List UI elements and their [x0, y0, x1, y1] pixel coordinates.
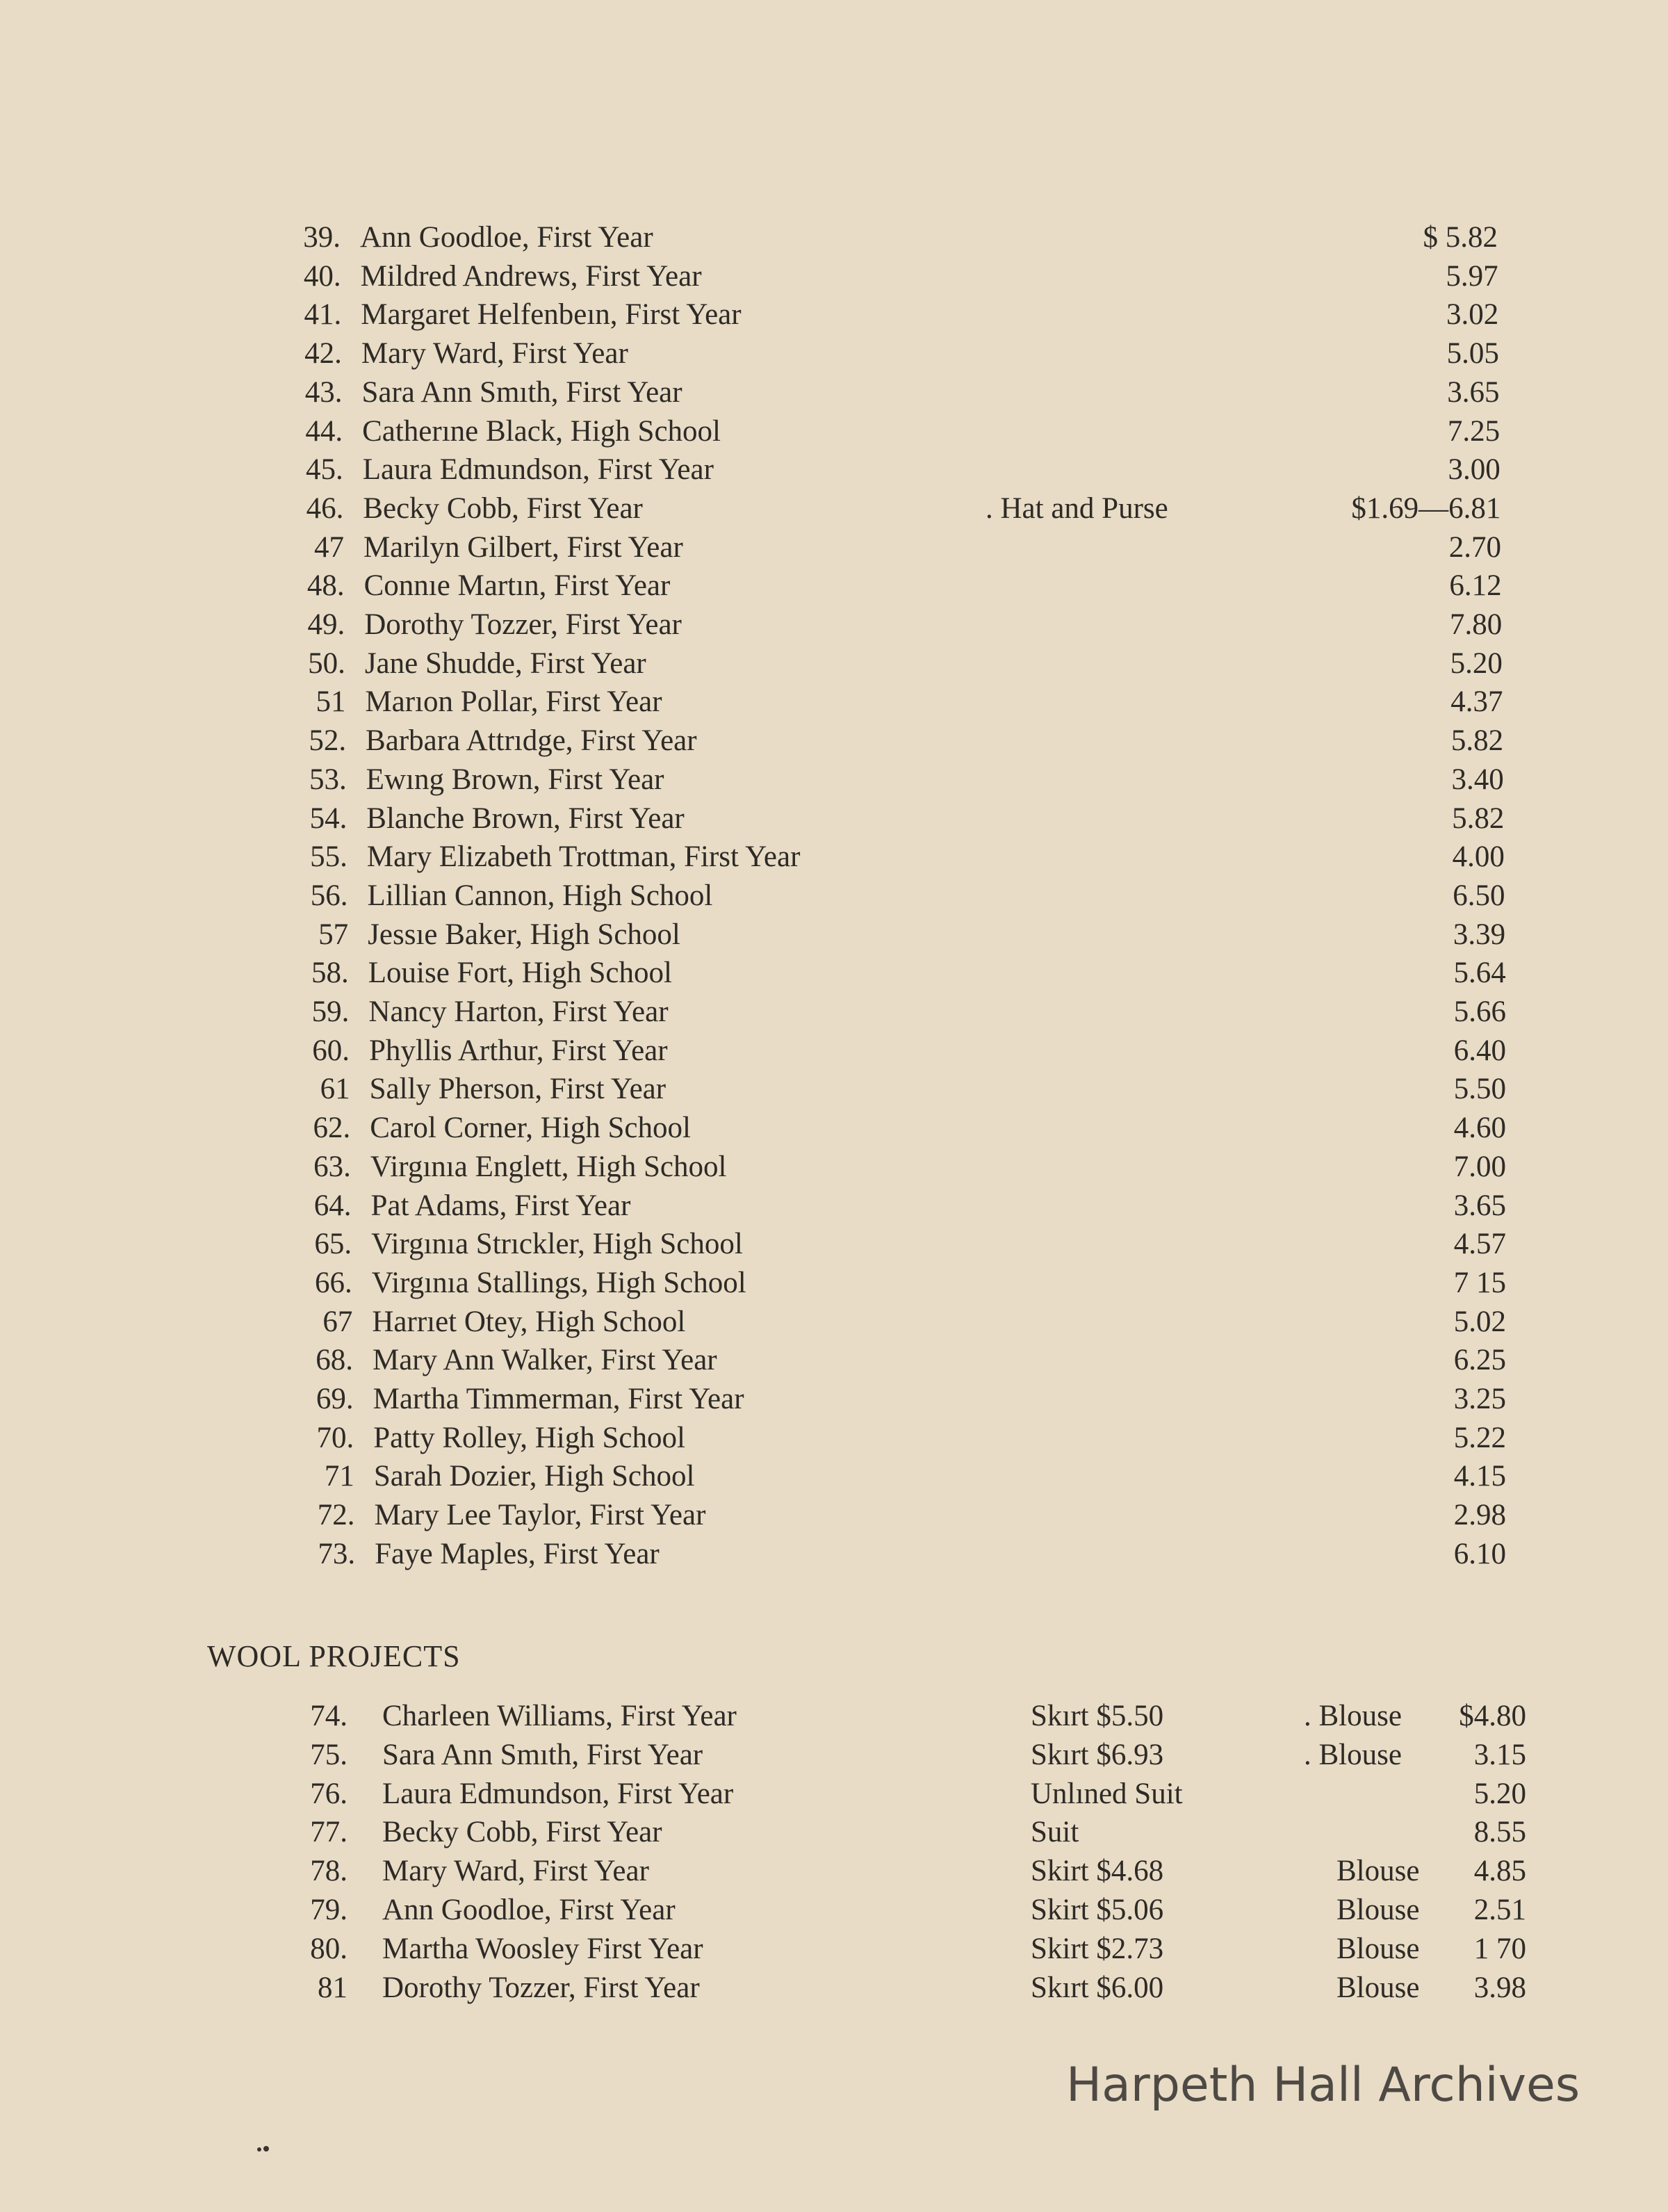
wool-item: Skırt $5.50: [1031, 1700, 1164, 1732]
archive-watermark: Harpeth Hall Archives: [1066, 2058, 1580, 2113]
wool-amount: 3.98: [1473, 1971, 1526, 2004]
wool-name: Charleen Williams, First Year: [382, 1700, 737, 1732]
entry-amount: 5.22: [1453, 1421, 1506, 1454]
entry-amount: 3.40: [1451, 763, 1504, 796]
entry-amount: 5.02: [1453, 1305, 1506, 1338]
entry-name: Becky Cobb, First Year: [363, 491, 643, 525]
entry-row: [0, 722, 1668, 761]
entry-number: 58.: [311, 957, 349, 990]
entry-number: 57: [318, 918, 349, 951]
entry-amount: 6.12: [1449, 569, 1502, 603]
wool-amount: 1 70: [1473, 1932, 1526, 1965]
entry-amount: 3.39: [1453, 918, 1506, 951]
entry-amount: 5.05: [1446, 337, 1499, 371]
entry-number: 50.: [308, 646, 345, 680]
entry-row: [0, 799, 1668, 838]
entry-amount: 5.20: [1450, 646, 1503, 680]
entry-row: [0, 1264, 1668, 1303]
entry-number: 68.: [316, 1344, 353, 1377]
entry-row: [0, 1341, 1668, 1380]
wool-number: 78.: [310, 1855, 348, 1888]
wool-number: 76.: [310, 1777, 348, 1810]
wool-number: 80.: [310, 1932, 348, 1965]
entry-row: [0, 838, 1668, 877]
entry-name: Sally Pherson, First Year: [369, 1073, 667, 1106]
entry-number: 60.: [312, 1034, 350, 1067]
entry-amount: 5.50: [1453, 1073, 1506, 1106]
entry-amount: 5.64: [1453, 957, 1506, 990]
entry-amount: $1.69—6.81: [1351, 491, 1501, 525]
entry-amount: 5.82: [1452, 802, 1505, 835]
entry-number: 41.: [304, 298, 342, 332]
wool-item: Unlıned Suit: [1031, 1777, 1183, 1810]
entry-amount: 4.37: [1450, 685, 1503, 719]
entry-row: [0, 1070, 1668, 1109]
wool-item: Skırt $6.93: [1031, 1738, 1164, 1771]
entry-number: 63.: [313, 1150, 351, 1183]
entry-row: [0, 877, 1668, 916]
entry-number: 70.: [316, 1421, 354, 1454]
entry-row: [0, 489, 1668, 528]
entry-number: 56.: [310, 879, 348, 912]
wool-amount: 2.51: [1473, 1894, 1526, 1926]
entry-amount: 6.10: [1453, 1537, 1506, 1570]
entry-number: 71: [324, 1460, 354, 1493]
entry-row: [0, 450, 1668, 489]
entry-amount: 4.60: [1453, 1112, 1506, 1145]
wool-amount: 5.20: [1473, 1777, 1526, 1810]
wool-label: Blouse: [1336, 1894, 1420, 1926]
wool-row: [0, 1813, 1668, 1852]
entry-amount: 7.00: [1453, 1150, 1506, 1183]
entry-number: 73.: [318, 1537, 356, 1570]
entry-number: 45.: [305, 453, 343, 487]
entry-number: 52.: [309, 724, 347, 758]
entry-number: 69.: [316, 1383, 354, 1415]
wool-number: 74.: [310, 1700, 348, 1732]
entry-number: 43.: [304, 375, 343, 409]
wool-label: Blouse: [1336, 1971, 1420, 2004]
entry-name: Louise Fort, High School: [368, 957, 672, 990]
entry-name: Virgınıa Englett, High School: [370, 1150, 727, 1183]
entry-name: Sara Ann Smıth, First Year: [361, 375, 682, 409]
entry-amount: 6.50: [1453, 879, 1505, 912]
entry-name: Marıon Pollar, First Year: [365, 685, 662, 719]
entry-number: 39.: [303, 221, 341, 254]
entry-number: 47: [313, 530, 344, 564]
wool-row: [0, 1852, 1668, 1891]
entry-name: Nancy Harton, First Year: [368, 995, 669, 1028]
entry-row: [0, 1148, 1668, 1187]
wool-name: Mary Ward, First Year: [382, 1855, 649, 1888]
wool-row: [0, 1775, 1668, 1814]
wool-number: 75.: [310, 1738, 348, 1771]
entry-row: [0, 1496, 1668, 1535]
entry-number: 55.: [310, 840, 348, 874]
wool-amount: 3.15: [1473, 1738, 1526, 1771]
entry-number: 61: [320, 1073, 350, 1106]
entry-number: 49.: [307, 608, 345, 641]
wool-projects-heading: WOOL PROJECTS: [207, 1639, 461, 1673]
entry-note: . Hat and Purse: [986, 491, 1168, 525]
entry-number: 67: [322, 1305, 353, 1338]
entry-row: [0, 1380, 1668, 1419]
wool-name: Becky Cobb, First Year: [382, 1816, 662, 1849]
entry-row: [0, 1457, 1668, 1496]
entry-row: [0, 218, 1668, 257]
entry-number: 53.: [309, 763, 347, 796]
entry-name: Patty Rolley, High School: [373, 1421, 685, 1454]
wool-number: 79.: [310, 1894, 348, 1926]
entry-row: [0, 567, 1668, 605]
entry-number: 40.: [303, 259, 341, 293]
entry-amount: 3.65: [1447, 375, 1500, 409]
entry-name: Catherıne Black, High School: [362, 414, 721, 448]
entry-row: [0, 1109, 1668, 1148]
entry-row: [0, 1303, 1668, 1342]
wool-label: Blouse: [1336, 1855, 1420, 1888]
entry-number: 72.: [317, 1499, 355, 1532]
entry-name: Faye Maples, First Year: [375, 1537, 660, 1570]
entry-row: [0, 412, 1668, 451]
wool-item: Skirt $4.68: [1031, 1855, 1164, 1888]
wool-item: Suit: [1031, 1816, 1079, 1849]
entry-name: Blanche Brown, First Year: [366, 802, 685, 835]
entry-name: Marilyn Gilbert, First Year: [363, 530, 683, 564]
entry-amount: 4.00: [1452, 840, 1505, 874]
entry-name: Ann Goodloe, First Year: [360, 221, 653, 254]
entry-row: [0, 1535, 1668, 1574]
entry-name: Sarah Dozier, High School: [373, 1460, 695, 1493]
wool-row: [0, 1969, 1668, 2008]
entry-row: [0, 373, 1668, 412]
entry-name: Carol Corner, High School: [370, 1112, 691, 1145]
entry-row: [0, 334, 1668, 373]
entry-amount: 3.00: [1448, 453, 1501, 487]
entry-row: [0, 644, 1668, 683]
wool-number: 77.: [310, 1816, 348, 1849]
entry-amount: 2.70: [1448, 530, 1501, 564]
entry-name: Jessıe Baker, High School: [368, 918, 680, 951]
entry-row: [0, 683, 1668, 722]
entry-name: Barbara Attrıdge, First Year: [366, 724, 697, 758]
entry-amount: 4.15: [1453, 1460, 1506, 1493]
entry-number: 48.: [306, 569, 345, 603]
entry-row: [0, 761, 1668, 799]
entry-name: Margaret Helfenbeın, First Year: [361, 298, 742, 332]
entry-number: 42.: [304, 337, 342, 371]
entry-row: [0, 257, 1668, 296]
wool-item: Skirt $5.06: [1031, 1894, 1164, 1926]
entry-row: [0, 1419, 1668, 1458]
wool-row: [0, 1891, 1668, 1930]
entry-amount: 2.98: [1453, 1499, 1506, 1532]
entry-name: Phyllis Arthur, First Year: [369, 1034, 668, 1067]
ink-speck: [256, 2145, 272, 2154]
wool-amount: $4.80: [1459, 1700, 1526, 1732]
entry-name: Mary Ward, First Year: [361, 337, 628, 371]
entry-name: Connıe Martın, First Year: [363, 569, 671, 603]
entry-name: Mary Elizabeth Trottman, First Year: [366, 840, 801, 874]
entry-amount: 7.80: [1449, 608, 1503, 641]
wool-name: Martha Woosley First Year: [382, 1932, 703, 1965]
entry-number: 62.: [313, 1112, 351, 1145]
entry-amount: 3.02: [1446, 298, 1499, 332]
wool-name: Ann Goodloe, First Year: [382, 1894, 676, 1926]
entry-name: Virgınıa Strıckler, High School: [371, 1228, 743, 1261]
wool-row: [0, 1736, 1668, 1775]
entry-name: Pat Adams, First Year: [370, 1189, 631, 1222]
wool-name: Sara Ann Smıth, First Year: [382, 1738, 703, 1771]
wool-label: . Blouse: [1304, 1738, 1402, 1771]
entry-amount: 7 15: [1453, 1266, 1506, 1299]
entry-row: [0, 916, 1668, 954]
entry-name: Lillian Cannon, High School: [367, 879, 713, 912]
entry-number: 44.: [305, 414, 343, 448]
wool-item: Skirt $2.73: [1031, 1932, 1164, 1965]
wool-name: Laura Edmundson, First Year: [382, 1777, 734, 1810]
entry-name: Mary Ann Walker, First Year: [372, 1344, 717, 1377]
entry-amount: 4.57: [1453, 1228, 1506, 1261]
wool-row: [0, 1697, 1668, 1736]
entry-row: [0, 605, 1668, 644]
entry-name: Mildred Andrews, First Year: [360, 259, 702, 293]
entry-number: 54.: [309, 802, 348, 835]
entry-row: [0, 1032, 1668, 1071]
entry-amount: 7.25: [1447, 414, 1501, 448]
entry-name: Martha Timmerman, First Year: [373, 1383, 744, 1415]
entry-name: Laura Edmundson, First Year: [362, 453, 714, 487]
entry-name: Ewıng Brown, First Year: [366, 763, 664, 796]
entry-amount: 6.25: [1453, 1344, 1506, 1377]
wool-label: Blouse: [1336, 1932, 1420, 1965]
entry-amount: $ 5.82: [1423, 221, 1498, 254]
entry-name: Harrıet Otey, High School: [372, 1305, 686, 1338]
entry-name: Virgınıa Stallings, High School: [371, 1266, 746, 1299]
wool-number: 81: [318, 1971, 348, 2004]
entry-amount: 5.97: [1446, 259, 1498, 293]
entry-name: Jane Shudde, First Year: [364, 646, 646, 680]
entry-number: 51: [316, 685, 346, 719]
entry-number: 59.: [311, 995, 350, 1028]
entry-number: 46.: [306, 491, 344, 525]
entry-row: [0, 1225, 1668, 1264]
entry-row: [0, 993, 1668, 1032]
entry-row: [0, 954, 1668, 993]
wool-amount: 8.55: [1473, 1816, 1526, 1849]
entry-row: [0, 295, 1668, 334]
entry-name: Mary Lee Taylor, First Year: [374, 1499, 706, 1532]
entry-row: [0, 1187, 1668, 1226]
entry-name: Dorothy Tozzer, First Year: [364, 608, 682, 641]
wool-row: [0, 1930, 1668, 1969]
entry-amount: 3.25: [1453, 1383, 1506, 1415]
entry-amount: 6.40: [1453, 1034, 1506, 1067]
wool-name: Dorothy Tozzer, First Year: [382, 1971, 700, 2004]
wool-item: Skırt $6.00: [1031, 1971, 1164, 2004]
wool-amount: 4.85: [1473, 1855, 1526, 1888]
wool-label: . Blouse: [1304, 1700, 1402, 1732]
entry-amount: 3.65: [1453, 1189, 1506, 1222]
entry-amount: 5.82: [1450, 724, 1504, 758]
entry-number: 66.: [315, 1266, 352, 1299]
entry-number: 64.: [313, 1189, 352, 1222]
entry-amount: 5.66: [1453, 995, 1506, 1028]
entry-number: 65.: [314, 1228, 352, 1261]
entry-row: [0, 528, 1668, 567]
